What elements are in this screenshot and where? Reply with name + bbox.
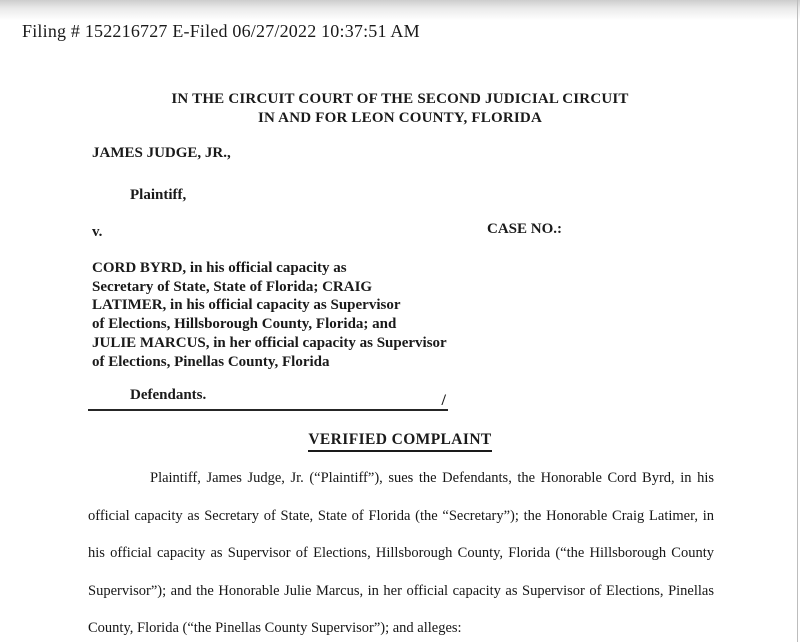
defendants-line: CORD BYRD, in his official capacity as (92, 260, 347, 276)
defendants-designation: Defendants. (130, 387, 207, 403)
court-heading (0, 90, 800, 128)
caption-separator-line (88, 391, 448, 411)
defendants-line: LATIMER, in his official capacity as Supervisor (92, 297, 401, 314)
plaintiff-designation: Plaintiff, (130, 187, 187, 203)
case-number-label: CASE NO.: (487, 221, 563, 237)
separator-slash: / (441, 392, 446, 409)
court-heading-line2: IN AND FOR LEON COUNTY, FLORIDA (257, 110, 542, 126)
document-title-row (0, 431, 800, 452)
complaint-opening-paragraph: Plaintiff, James Judge, Jr. (“Plaintiff”), sues the Defendants, the Honorable Cord Byrd, in his official capacity as Secretary of State, State of Florida (the “Secretary”); the Honorable Craig Latimer, in his official capacity as Supervisor of Elections, Hillsborough County, Florida (“the Hillsborough County Supervisor”); and the Honorable Julie Marcus, in her official capacity as Supervisor of Elections, Pinellas County, Florida (“the Pinellas County Supervisor”); and alleges: (88, 470, 714, 637)
efiling-stamp: Filing # 152216727 E-Filed 06/27/2022 10:37:51 AM (22, 21, 420, 41)
versus-abbreviation: v. (92, 224, 103, 240)
defendants-block (92, 259, 447, 371)
document-title: VERIFIED COMPLAINT (308, 431, 491, 452)
defendants-line: of Elections, Hillsborough County, Florida; and (92, 316, 397, 333)
plaintiff-name: JAMES JUDGE, JR., (92, 145, 231, 161)
court-heading-line1: IN THE CIRCUIT COURT OF THE SECOND JUDICIAL CIRCUIT (171, 91, 629, 107)
page-top-shadow (0, 0, 800, 20)
defendants-line: JULIE MARCUS, in her official capacity as Supervisor (92, 334, 447, 351)
defendants-line: Secretary of State, State of Florida; CRAIG (92, 278, 373, 295)
defendants-line: of Elections, Pinellas County, Florida (92, 353, 330, 370)
